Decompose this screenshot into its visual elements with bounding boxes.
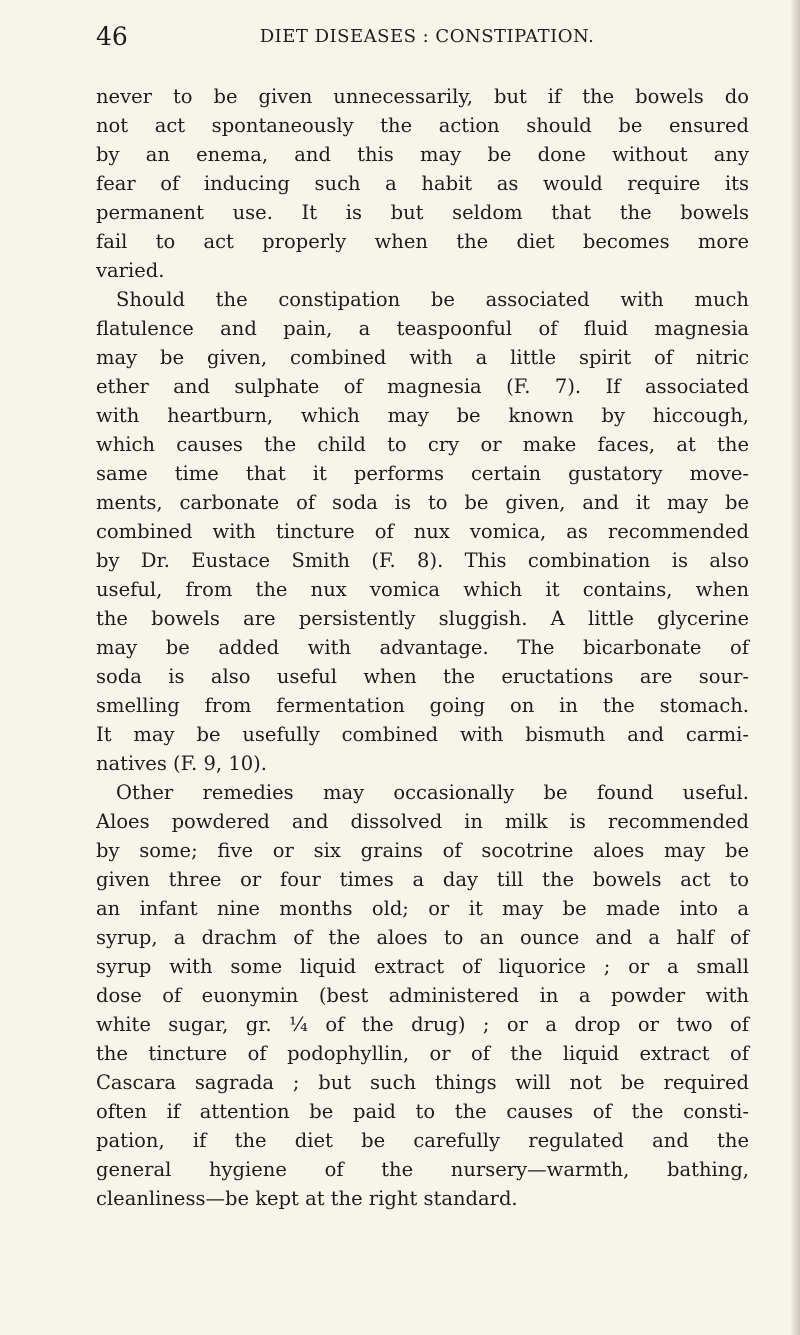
- text-line: syrup with some liquid extract of liquorice ; or a small: [96, 955, 749, 978]
- text-line: the tincture of podophyllin, or of the liquid extract of: [96, 1042, 749, 1065]
- text-line: general hygiene of the nursery—warmth, bathing,: [96, 1158, 749, 1181]
- text-line: may be added with advantage. The bicarbonate of: [96, 636, 749, 659]
- page-edge-shadow: [790, 0, 800, 1335]
- text-line: varied.: [96, 259, 165, 282]
- text-line: ments, carbonate of soda is to be given, and it may be: [96, 491, 749, 514]
- text-line: soda is also useful when the eructations are sour-: [96, 665, 749, 688]
- text-line: white sugar, gr. ¼ of the drug) ; or a drop or two of: [96, 1013, 749, 1036]
- text-line: by some; five or six grains of socotrine aloes may be: [96, 839, 749, 862]
- text-line: by an enema, and this may be done without any: [96, 143, 749, 166]
- body-text: [96, 82, 749, 1213]
- text-line: often if attention be paid to the causes of the consti-: [96, 1100, 749, 1123]
- text-line: dose of euonymin (best administered in a powder with: [96, 984, 749, 1007]
- text-line: Cascara sagrada ; but such things will not be required: [96, 1071, 749, 1094]
- text-line: an infant nine months old; or it may be made into a: [96, 897, 749, 920]
- text-line: never to be given unnecessarily, but if the bowels do: [96, 85, 749, 108]
- text-line: natives (F. 9, 10).: [96, 752, 267, 775]
- running-head: DIET DISEASES : CONSTIPATION.: [259, 26, 595, 47]
- text-line: useful, from the nux vomica which it contains, when: [96, 578, 749, 601]
- text-line: not act spontaneously the action should be ensured: [96, 114, 749, 137]
- text-line: fail to act properly when the diet becomes more: [96, 230, 749, 253]
- text-line: Other remedies may occasionally be found useful.: [116, 781, 749, 804]
- text-line: ether and sulphate of magnesia (F. 7). If associated: [96, 375, 749, 398]
- text-line: smelling from fermentation going on in the stomach.: [96, 694, 749, 717]
- page-number: 46: [96, 22, 128, 51]
- text-line: combined with tincture of nux vomica, as recommended: [96, 520, 749, 543]
- text-line: Should the constipation be associated with much: [116, 288, 749, 311]
- text-line: which causes the child to cry or make faces, at the: [96, 433, 749, 456]
- text-line: pation, if the diet be carefully regulated and the: [96, 1129, 749, 1152]
- text-line: with heartburn, which may be known by hiccough,: [96, 404, 749, 427]
- text-line: permanent use. It is but seldom that the bowels: [96, 201, 749, 224]
- text-line: same time that it performs certain gustatory move-: [96, 462, 749, 485]
- page-header: [96, 22, 758, 62]
- text-line: cleanliness—be kept at the right standard.: [96, 1187, 518, 1210]
- text-line: may be given, combined with a little spirit of nitric: [96, 346, 749, 369]
- text-line: fear of inducing such a habit as would require its: [96, 172, 749, 195]
- text-line: Aloes powdered and dissolved in milk is recommended: [96, 810, 749, 833]
- text-line: by Dr. Eustace Smith (F. 8). This combination is also: [96, 549, 749, 572]
- text-line: flatulence and pain, a teaspoonful of fluid magnesia: [96, 317, 749, 340]
- text-line: It may be usefully combined with bismuth and carmi-: [96, 723, 749, 746]
- text-line: given three or four times a day till the bowels act to: [96, 868, 749, 891]
- text-line: the bowels are persistently sluggish. A little glycerine: [96, 607, 749, 630]
- text-line: syrup, a drachm of the aloes to an ounce and a half of: [96, 926, 749, 949]
